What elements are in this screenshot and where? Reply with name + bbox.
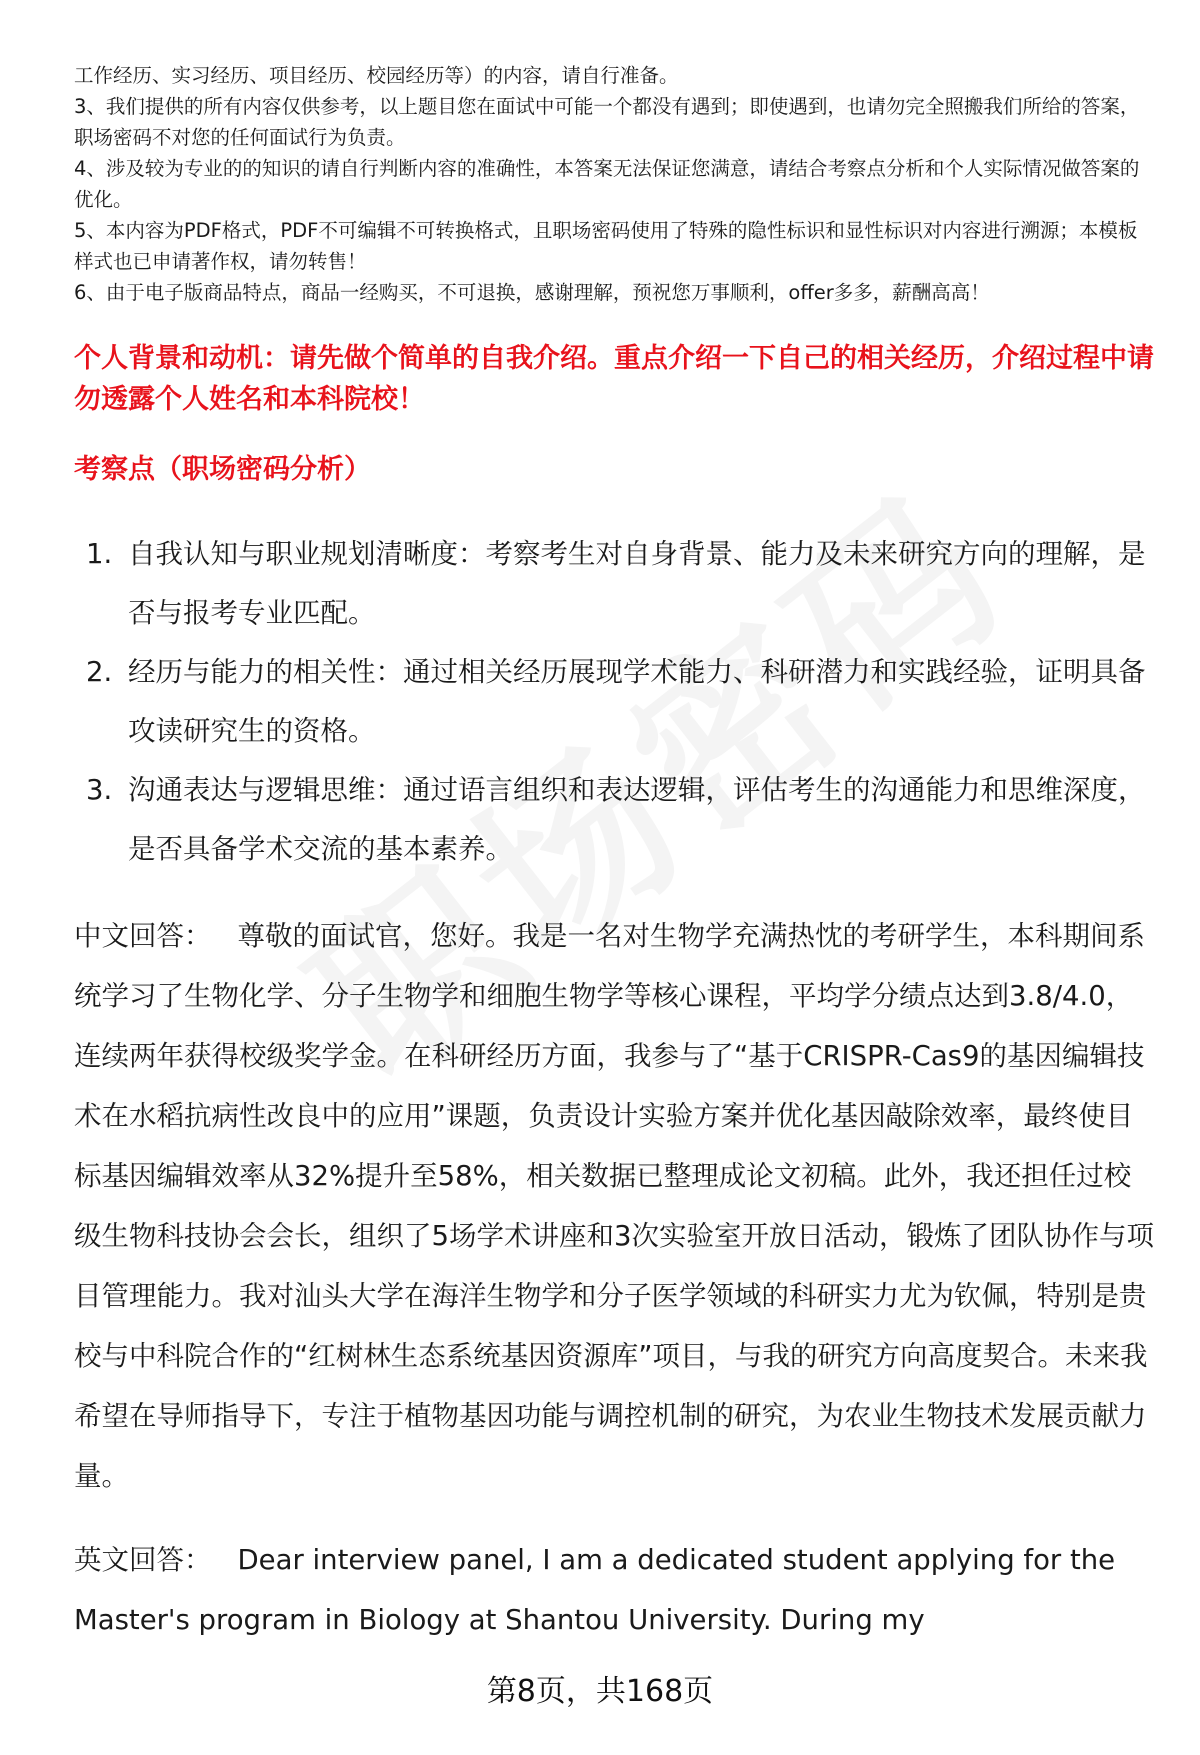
analysis-point: [74, 761, 1154, 879]
notes-section: [74, 60, 1154, 308]
analysis-points: [74, 525, 1154, 879]
chinese-answer-text: 尊敬的面试官，您好。我是一名对生物学充满热忱的考研学生，本科期间系统学习了生物化学、分子生物学和细胞生物学等核心课程，平均学分绩点达到3.8/4.0，连续两年获得校级奖学金。在科研经历方面，我参与了“基于CRISPR-Cas9的基因编辑技术在水稻抗病性改良中的应用”课题，负责设计实验方案并优化基因敲除效率，最终使目标基因编辑效率从32%提升至58%，相关数据已整理成论文初稿。此外，我还担任过校级生物科技协会会长，组织了5场学术讲座和3次实验室开放日活动，锻炼了团队协作与项目管理能力。我对汕头大学在海洋生物学和分子医学领域的科研实力尤为钦佩，特别是贵校与中科院合作的“红树林生态系统基因资源库”项目，与我的研究方向高度契合。未来我希望在导师指导下，专注于植物基因功能与调控机制的研究，为农业生物技术发展贡献力量。: [74, 920, 1154, 1492]
chinese-answer: [74, 906, 1154, 1506]
note-line: 5、本内容为PDF格式，PDF不可编辑不可转换格式，且职场密码使用了特殊的隐性标识和显性标识对内容进行溯源；本模板样式也已申请著作权，请勿转售！: [74, 219, 1138, 273]
page-number: 第8页，共168页: [486, 1674, 714, 1709]
note-line: 4、涉及较为专业的的知识的请自行判断内容的准确性，本答案无法保证您满意，请结合考察点分析和个人实际情况做答案的优化。: [74, 157, 1140, 211]
analysis-point: [74, 525, 1154, 643]
point-text: 自我认知与职业规划清晰度：考察考生对自身背景、能力及未来研究方向的理解，是否与报考专业匹配。: [128, 538, 1146, 629]
english-answer-label: 英文回答：: [74, 1544, 212, 1576]
analysis-title: 考察点（职场密码分析）: [74, 454, 371, 485]
point-number: 1.: [86, 538, 113, 570]
point-text: 沟通表达与逻辑思维：通过语言组织和表达逻辑，评估考生的沟通能力和思维深度，是否具备学术交流的基本素养。: [128, 774, 1146, 865]
question-title: 个人背景和动机：请先做个简单的自我介绍。重点介绍一下自己的相关经历，介绍过程中请勿透露个人姓名和本科院校！: [74, 343, 1154, 415]
point-text: 经历与能力的相关性：通过相关经历展现学术能力、科研潜力和实践经验，证明具备攻读研究生的资格。: [128, 656, 1146, 747]
analysis-point: [74, 643, 1154, 761]
point-number: 3.: [86, 774, 113, 806]
english-answer-text: Dear interview panel, I am a dedicated student applying for the Master's program in Biology at Shantou University. During my: [74, 1544, 1116, 1636]
note-line: 6、由于电子版商品特点，商品一经购买，不可退换，感谢理解，预祝您万事顺利，offer多多，薪酬高高！: [74, 281, 990, 304]
note-line: 工作经历、实习经历、项目经历、校园经历等）的内容，请自行准备。: [74, 64, 679, 87]
english-answer: [74, 1530, 1154, 1650]
chinese-answer-label: 中文回答：: [74, 920, 212, 952]
note-line: 3、我们提供的所有内容仅供参考，以上题目您在面试中可能一个都没有遇到；即使遇到，也请勿完全照搬我们所给的答案，职场密码不对您的任何面试行为负责。: [74, 95, 1140, 149]
point-number: 2.: [86, 656, 113, 688]
